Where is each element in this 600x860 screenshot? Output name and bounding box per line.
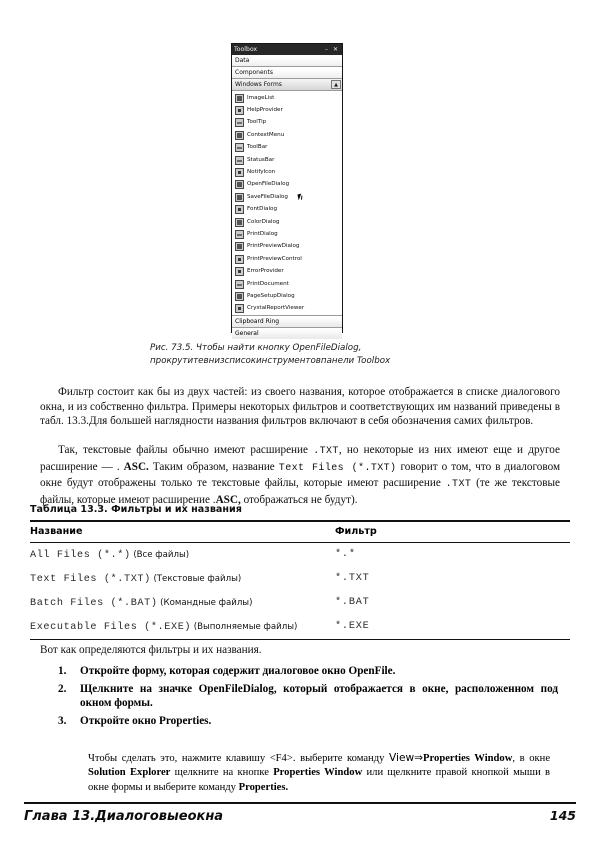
toolbox-item[interactable] (232, 92, 342, 104)
menu-view: View (389, 751, 415, 764)
filter-code: All Files (*.*) (30, 549, 131, 561)
paragraph-text: Так, текстовые файлы обычно имеют расширение (58, 444, 308, 457)
table-row (30, 591, 570, 615)
toolbox-category-label: Clipboard Ring (235, 318, 280, 326)
toolbox-item-label: StatusBar (247, 156, 275, 163)
note-text: , в окне (512, 752, 551, 764)
properties-note (88, 751, 550, 796)
toolbox-item-label: OpenFileDialog (247, 181, 290, 188)
toolbox-item-label: PrintPreviewDialog (247, 243, 300, 250)
table-cell-name (30, 621, 335, 633)
filter-description: (Все файлы) (133, 549, 190, 560)
toolbox-titlebar[interactable] (232, 44, 342, 55)
toolbox-item-list[interactable] (232, 91, 342, 315)
toolbox-category-label: General (235, 330, 259, 338)
toolbox-item[interactable] (232, 290, 342, 302)
column-header-name: Название (30, 526, 83, 538)
toolbox-item-label: PageSetupDialog (247, 292, 295, 299)
toolbox-item[interactable] (232, 228, 342, 240)
menu-properties-window: Properties Window (423, 752, 513, 764)
errorprovider-icon (235, 267, 244, 276)
toolbox-item[interactable] (232, 191, 342, 203)
paragraph-txt-asc (40, 443, 560, 507)
fontdialog-icon (235, 205, 244, 214)
notifyicon-icon (235, 168, 244, 177)
table-cell-name (30, 597, 335, 609)
paragraph-text: , но некоторые из них имеют еще и другое расширение — . (40, 444, 560, 473)
filter-description: (Текстовые файлы) (153, 573, 242, 584)
paragraph-text: Фильтр состоит как бы из двух частей: из своего названия, которое отображается в списке диалогового окна, и из собственно фильтра. Примеры некоторых фильтров и соответствующих им названий приведены в табл. 13.3.Для большей наглядности названия фильтров включают в себя обозначения самих фильтров. (40, 386, 560, 428)
table-cell-filter: *.BAT (335, 597, 370, 609)
toolbox-item[interactable] (232, 253, 342, 265)
command-properties: Properties. (238, 781, 289, 793)
page-number: 145 (549, 808, 576, 823)
toolbox-item[interactable] (232, 265, 342, 277)
crystalreportviewer-icon (235, 304, 244, 313)
step-number: 2. (58, 682, 67, 695)
table-row (30, 567, 570, 591)
toolbox-category-components[interactable] (232, 67, 342, 79)
toolbox-item-label: HelpProvider (247, 107, 283, 114)
toolbox-category-label: Components (235, 69, 273, 76)
table-row (30, 543, 570, 567)
toolbox-item-label: ToolBar (247, 144, 268, 151)
toolbox-item-label: ColorDialog (247, 218, 280, 225)
toolbox-item[interactable] (232, 278, 342, 290)
toolbox-category-label: Windows Forms (235, 81, 282, 88)
step-text: Щелкните на значке OpenFileDialog, который отображается в окне, расположенном под окном формы. (80, 682, 558, 710)
toolbox-item[interactable] (232, 204, 342, 216)
steps-list (58, 664, 558, 731)
toolbox-category-label: Data (235, 57, 250, 64)
pagesetupdialog-icon (235, 292, 244, 301)
toolbox-item-label: ContextMenu (247, 131, 285, 138)
toolbox-category-general[interactable] (232, 327, 342, 339)
filter-code: Text Files (*.TXT) (30, 573, 151, 585)
table-header-row (30, 522, 570, 542)
step-item (58, 682, 558, 711)
toolbox-item-label: ErrorProvider (247, 268, 284, 275)
button-properties-window: Properties Window (273, 767, 363, 779)
menu-arrow-icon: ⇒ (414, 751, 424, 764)
printpreviewcontrol-icon (235, 255, 244, 264)
toolbox-item-label: ToolTip (247, 119, 267, 126)
toolbox-item-label: FontDialog (247, 206, 277, 213)
toolbox-item[interactable] (232, 117, 342, 129)
helpprovider-icon (235, 106, 244, 115)
paragraph-text: отображаться не будут). (243, 493, 358, 506)
figure-caption-line2: прокрутитевнизсписокинструментовпанели Toolbox (150, 356, 391, 366)
figure-caption-line1: Рис. 73.5. Чтобы найти кнопку OpenFileDialog, (150, 343, 362, 353)
step-number: 3. (58, 714, 67, 727)
table-caption: Фильтры и их названия (111, 504, 242, 515)
table-cell-filter: *.EXE (335, 621, 370, 633)
toolbox-item-label: ImageList (247, 94, 275, 101)
toolbox-item[interactable] (232, 104, 342, 116)
table-bottom-rule (30, 639, 570, 641)
step-item (58, 664, 558, 679)
code-text-files-filter: Text Files (*.TXT) (278, 462, 397, 474)
toolbox-item[interactable] (232, 303, 342, 315)
toolbox-window[interactable] (231, 43, 343, 338)
step-text: Откройте форму, которая содержит диалоговое окно OpenFile. (80, 665, 396, 677)
column-header-filter: Фильтр (335, 526, 377, 538)
imagelist-icon (235, 94, 244, 103)
table-cell-name (30, 573, 335, 585)
filter-description: (Командные файлы) (160, 597, 253, 608)
toolbox-title: Toolbox (234, 46, 258, 53)
openfiledialog-icon (235, 180, 244, 189)
table-row (30, 615, 570, 639)
toolbox-item[interactable] (232, 154, 342, 166)
step-number: 1. (58, 665, 67, 677)
toolbox-item-openfiledialog[interactable] (232, 179, 342, 191)
table-cell-filter: *.TXT (335, 573, 370, 585)
toolbox-category-data[interactable] (232, 55, 342, 67)
toolbar-icon (235, 143, 244, 152)
printdialog-icon (235, 230, 244, 239)
figure-toolbox (0, 36, 600, 336)
tooltip-icon (235, 118, 244, 127)
paragraph-filter-parts (40, 385, 560, 429)
figure-caption (150, 342, 480, 368)
steps-lead-in: Вот как определяются фильтры и их названия. (40, 644, 262, 656)
note-text: щелкните на кнопке (174, 767, 269, 779)
toolbox-item-label: PrintPreviewControl (247, 255, 302, 262)
code-txt-extension-2: .TXT (445, 479, 472, 491)
note-text: или щелкните правой кнопкой мыши в окне формы и выберите команду (88, 767, 551, 793)
window-solution-explorer: Solution Explorer (88, 767, 171, 779)
step-item (58, 714, 558, 729)
chapter-title: Глава 13.Диалоговыеокна (24, 809, 224, 824)
footer-rule (24, 802, 576, 804)
close-icon[interactable]: ✕ (332, 46, 339, 53)
step-text: Откройте окно Properties. (80, 714, 212, 727)
toolbox-item-label: NotifyIcon (247, 169, 276, 176)
statusbar-icon (235, 156, 244, 165)
filters-table (30, 520, 570, 640)
filter-description: (Выполняемые файлы) (193, 621, 298, 632)
table-cell-name (30, 549, 335, 561)
paragraph-text: (те же текстовые файлы, которые имеют расширение . (40, 477, 560, 506)
table-title (30, 504, 242, 515)
savefiledialog-icon (235, 193, 244, 202)
toolbox-item-label: PrintDialog (247, 230, 278, 237)
paragraph-text: говорит о том, что в диалоговом окне будут отображены только те текстовые файлы, которые имеют расширение (40, 460, 561, 490)
toolbox-item-label: CrystalReportViewer (247, 305, 305, 312)
note-text: Чтобы сделать это, нажмите клавишу <F4>. выберите команду (88, 752, 385, 764)
filter-code: Batch Files (*.BAT) (30, 597, 158, 609)
colordialog-icon (235, 218, 244, 227)
toolbox-item[interactable] (232, 216, 342, 228)
scroll-up-icon[interactable]: ▲ (331, 80, 341, 89)
bold-asc: ASC. (123, 460, 149, 473)
toolbox-category-clipboard-ring[interactable] (232, 315, 342, 327)
paragraph-text: Таким образом, название (152, 460, 275, 473)
table-cell-filter: *.* (335, 549, 356, 561)
toolbox-item[interactable] (232, 241, 342, 253)
page-footer (24, 808, 576, 824)
toolbox-category-windows-forms[interactable] (232, 79, 342, 91)
minimize-icon[interactable]: – (325, 46, 328, 53)
table-number: Таблица 13.3. (30, 504, 108, 515)
printdocument-icon (235, 280, 244, 289)
toolbox-item[interactable] (232, 142, 342, 154)
contextmenu-icon (235, 131, 244, 140)
toolbox-item-label: PrintDocument (247, 280, 289, 287)
toolbox-item-label: SaveFileDialog (247, 193, 288, 200)
bold-asc-2: ASC, (215, 493, 241, 506)
printpreviewdialog-icon (235, 242, 244, 251)
code-txt-extension: .TXT (313, 446, 339, 458)
toolbox-item[interactable] (232, 129, 342, 141)
filter-code: Executable Files (*.EXE) (30, 621, 192, 633)
toolbox-item[interactable] (232, 166, 342, 178)
